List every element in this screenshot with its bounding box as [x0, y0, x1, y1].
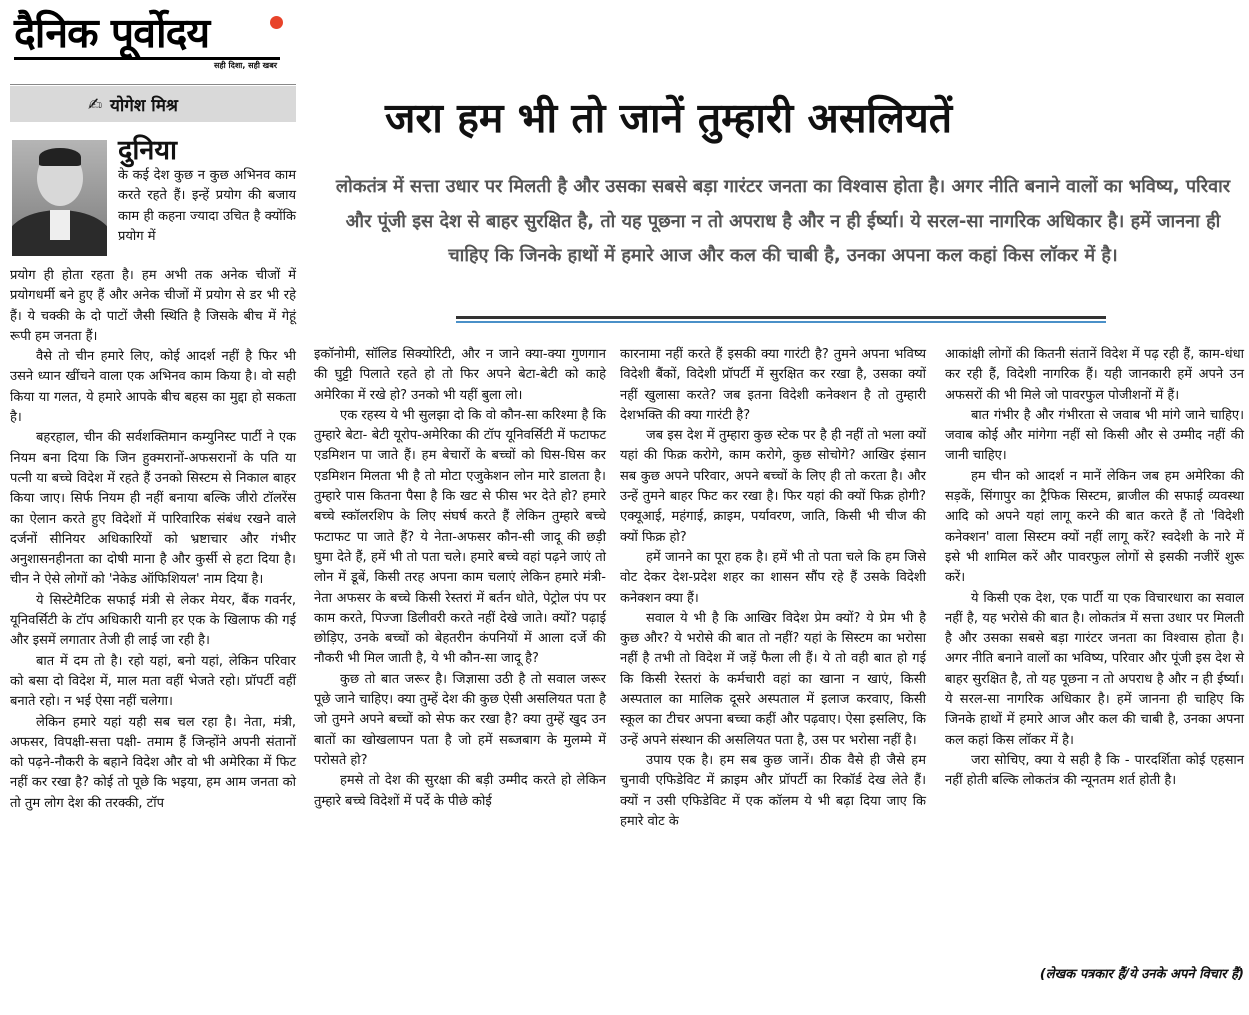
paragraph: लेकिन हमारे यहां यही सब चल रहा है। नेता, मंत्री, अफसर, विपक्षी-सत्ता पक्षी- तमाम हैं जिन्होंने अपनी संतानों को पढ़ने-नौकरी के बहाने विदेश और वो भी अमेरिका में फिट नहीं कर रखा है? कोई तो पूछे कि भइया, हम आम जनता को तो तुम लोग देश की तरक्की, टॉप	[10, 714, 296, 811]
headline: जरा हम भी तो जानें तुम्हारी असलियतें	[385, 94, 953, 142]
paragraph: प्रयोग ही होता रहता है। हम अभी तक अनेक चीजों में प्रयोगधर्मी बने हुए हैं और अनेक चीजों में प्रयोग से डर भी रहे हैं। ये चक्की के दो पाटों जैसी स्थिति है जिसके बीच में गेहूं रूपी हम जनता हैं।	[10, 268, 296, 344]
masthead-logo: दैनिक पूर्वोदय	[14, 9, 210, 57]
deck-rule-blue	[456, 321, 1106, 323]
photo-collar	[50, 210, 70, 240]
paragraph: हम चीन को आदर्श न मानें लेकिन जब हम अमेरिका की सड़कें, सिंगापुर का ट्रैफिक सिस्टम, ब्राजील की सफाई व्यवस्था आदि को अपने यहां लागू करने की बात करते हैं तो 'विदेशी कनेक्शन' वाला सिस्टम क्यों नहीं लागू करें? स्वदेशी के नारे में इसे भी शामिल करें और पावरफुल लोगों से इसकी नजीरें शुरू करें।	[945, 468, 1244, 586]
paragraph: सवाल ये भी है कि आखिर विदेश प्रेम क्यों? ये प्रेम भी है कुछ और? ये भरोसे की बात तो नहीं? यहां के सिस्टम का भरोसा नहीं है तभी तो विदेश में जड़ें फैला ली हैं। ये तो वही बात हो गई कि किसी रेस्तरां के कर्मचारी वहां का खाना न खाएं, किसी अस्पताल का मालिक दूसरे अस्पताल में इलाज करवाए, किसी स्कूल का टीचर अपना बच्चा कहीं और पढ़वाए। ऐसा इसलिए, कि उन्हें अपने संस्थान की असलियत पता है, उस पर भरोसा नहीं है।	[620, 610, 926, 748]
author-photo	[12, 140, 107, 256]
paragraph: कारनामा नहीं करते हैं इसकी क्या गारंटी है? तुमने अपना भविष्य विदेशी बैंकों, विदेशी प्रॉपर्टी में सुरक्षित कर रखा है, उसका क्यों नहीं खुलासा करते? जब इतना विदेशी कनेक्शन है तो तुम्हारी देशभक्ति की क्या गारंटी है?	[620, 347, 926, 423]
paragraph: बहरहाल, चीन की सर्वशक्तिमान कम्युनिस्ट पार्टी ने एक नियम बना दिया कि जिन हुक्मरानों-अफसरानों के पति या पत्नी या बच्चे विदेश में रहते हैं उनको सिस्टम से निकाल बाहर किया जाए। सिर्फ नियम ही नहीं बनाया बल्कि जीरो टॉलरेंस का ऐलान करते हुए विदेशों में पारिवारिक संबंध रखने वाले दर्जनों सीनियर अधिकारियों को भ्रष्टाचार और गंभीर अनुशासनहीनता का दोषी माना है और कुर्सी से हटा दिया है। चीन ने ऐसे लोगों को 'नेकेड ऑफिशियल' नाम दिया है।	[10, 430, 296, 588]
column-2	[314, 345, 606, 812]
column-1	[10, 266, 296, 814]
column-4	[945, 345, 1244, 792]
paragraph: वैसे तो चीन हमारे लिए, कोई आदर्श नहीं है फिर भी उसने ध्यान खींचने वाला एक अभिनव काम किया है। वो सही किया या गलत, ये हमारे आपके बीच बहस का मुद्दा हो सकता है।	[10, 349, 296, 426]
logo-dot-icon	[270, 16, 283, 29]
paragraph: बात में दम तो है। रहो यहां, बनो यहां, लेकिन परिवार को बसा दो विदेश में, माल मता वहीं भेजते रहो। प्रॉपर्टी वहीं बनाते रहो। न भई ऐसा नहीं चलेगा।	[10, 653, 296, 710]
paragraph: आकांक्षी लोगों की कितनी संतानें विदेश में पढ़ रही हैं, काम-धंधा कर रही हैं, विदेशी नागरिक हैं। यही जानकारी हमें अपने उन अफसरों की भी मिले जो पावरफुल पोजीशनों में हैं।	[945, 347, 1244, 403]
paragraph: उपाय एक है। हम सब कुछ जानें। ठीक वैसे ही जैसे हम चुनावी एफिडेविट में क्राइम और प्रॉपर्टी का रिकॉर्ड देख लेते हैं। क्यों न उसी एफिडेविट में एक कॉलम ये भी बढ़ा दिया जाए कि हमारे वोट के	[620, 752, 926, 829]
author-byline	[10, 86, 296, 122]
author-note: (लेखक पत्रकार हैं/ये उनके अपने विचार हैं)	[1039, 967, 1244, 982]
deck-rule	[456, 316, 1106, 319]
paragraph: एक रहस्य ये भी सुलझा दो कि वो कौन-सा करिश्मा है कि तुम्हारे बेटा- बेटी यूरोप-अमेरिका की टॉप यूनिवर्सिटी में फटाफट एडमिशन पा जाते हैं। हम बेचारों के बच्चों को घिस-घिस कर एडमिशन मिलता भी है तो मोटा एजुकेशन लोन मारे डालता है। तुम्हारे पास कितना पैसा है कि खट से फीस भर देते हो? हमारे बच्चे स्कॉलरशिप के लिए संघर्ष करते हैं लेकिन तुम्हारे बच्चे फटाफट पा जाते हैं? ये नेता-अफसर कौन-सी जादू की छड़ी घुमा देते हैं, हमें भी तो पता चले। हमारे बच्चे वहां पढ़ने जाएं तो लोन में डूबें, किसी तरह अपना काम चलाएं लेकिन हमारे मंत्री-नेता अफसर के बच्चे किसी रेस्तरां में बर्तन धोते, पेट्रोल पंप पर काम करते, पिज्जा डिलीवरी करते नहीं देखे जाते। क्यों? पढ़ाई छोड़िए, उनके बच्चों को बेहतरीन कंपनियों में आला दर्जे की नौकरी भी मिल जाती है, ये भी कौन-सा जादू है?	[314, 407, 606, 667]
paragraph: ये सिस्टेमैटिक सफाई मंत्री से लेकर मेयर, बैंक गवर्नर, यूनिवर्सिटी के टॉप अधिकारी यानी हर एक के खिलाफ की गई और इसमें लगातार तेजी ही लाई जा रही है।	[10, 592, 296, 649]
paragraph: के कई देश कुछ न कुछ अभिनव काम करते रहते हैं। इन्हें प्रयोग की बजाय काम ही कहना ज्यादा उचित है क्योंकि प्रयोग में	[118, 168, 296, 244]
author-name: योगेश मिश्र	[110, 96, 178, 116]
pen-icon: ✍	[88, 95, 103, 115]
sidebar-rule	[10, 84, 296, 85]
paragraph: कुछ तो बात जरूर है। जिज्ञासा उठी है तो सवाल जरूर पूछे जाने चाहिए। क्या तुम्हें देश की कुछ ऐसी असलियत पता है जो तुमने अपने बच्चों को सेफ कर रखा है? क्या तुम्हें खुद उन बातों का खोखलापन पता है जो हमें सब्जबाग के मुलम्मे में परोसते हो?	[314, 671, 606, 768]
paragraph: जरा सोचिए, क्या ये सही है कि - पारदर्शिता कोई एहसान नहीं होती बल्कि लोकतंत्र की न्यूनतम शर्त होती है।	[945, 752, 1244, 789]
paragraph: हमें जानने का पूरा हक है। हमें भी तो पता चले कि हम जिसे वोट देकर देश-प्रदेश शहर का शासन सौंप रहे हैं उसके विदेशी कनेक्शन क्या हैं।	[620, 549, 926, 606]
paragraph: जब इस देश में तुम्हारा कुछ स्टेक पर है ही नहीं तो भला क्यों यहां की फिक्र करोगे, काम करोगे, कुछ सोचोगे? आखिर इंसान सब कुछ अपने परिवार, अपने बच्चों के लिए ही तो करता है। और उन्हें तुमने बाहर फिट कर रखा है। फिर यहां की क्यों फिक्र होगी? एक्यूआई, महंगाई, क्राइम, पर्यावरण, जाति, किसी भी चीज की क्यों फिक्र हो?	[620, 428, 926, 545]
masthead-tagline: सही दिशा, सही खबर	[214, 61, 278, 70]
column-3	[620, 345, 926, 832]
column-1-top	[118, 166, 296, 247]
paragraph: इकॉनोमी, सॉलिड सिक्योरिटी, और न जाने क्या-क्या गुणगान की घुट्टी पिलाते रहते हो तो फिर अपने बेटा-बेटी को काहे अमेरिका में रखे हो? उनको भी यहीं बुला लो।	[314, 347, 606, 403]
deck: लोकतंत्र में सत्ता उधार पर मिलती है और उसका सबसे बड़ा गारंटर जनता का विश्वास होता है। अगर नीति बनाने वालों का भविष्य, परिवार और पूंजी इस देश से बाहर सुरक्षित है, तो यह पूछना न तो अपराध है और न ही ईर्ष्या। ये सरल-सा नागरिक अधिकार है। हमें जानना ही चाहिए कि जिनके हाथों में हमारे आज और कल की चाबी है, उनका अपना कल कहां किस लॉकर में है।	[335, 176, 1231, 266]
dropcap-word: दुनिया	[118, 135, 177, 166]
paragraph: बात गंभीर है और गंभीरता से जवाब भी मांगे जाने चाहिए। जवाब कोई और मांगेगा नहीं सो किसी और से उम्मीद नहीं की जानी चाहिए।	[945, 407, 1244, 464]
masthead	[14, 10, 294, 72]
paragraph: हमसे तो देश की सुरक्षा की बड़ी उम्मीद करते हो लेकिन तुम्हारे बच्चे विदेशों में पर्दे के पीछे कोई	[314, 773, 606, 809]
paragraph: ये किसी एक देश, एक पार्टी या एक विचारधारा का सवाल नहीं है, यह भरोसे की बात है। लोकतंत्र में सत्ता उधार पर मिलती है और उसका सबसे बड़ा गारंटर जनता का विश्वास होता है। अगर नीति बनाने वालों का भविष्य, परिवार और पूंजी इस देश से बाहर सुरक्षित है, तो यह पूछना न तो अपराध है और न ही ईर्ष्या। ये सरल-सा नागरिक अधिकार है। हमें जानना ही चाहिए कि जिनके हाथों में हमारे आज और कल की चाबी है, उनका अपना कल कहां किस लॉकर में है।	[945, 590, 1244, 748]
photo-hair	[39, 148, 81, 166]
